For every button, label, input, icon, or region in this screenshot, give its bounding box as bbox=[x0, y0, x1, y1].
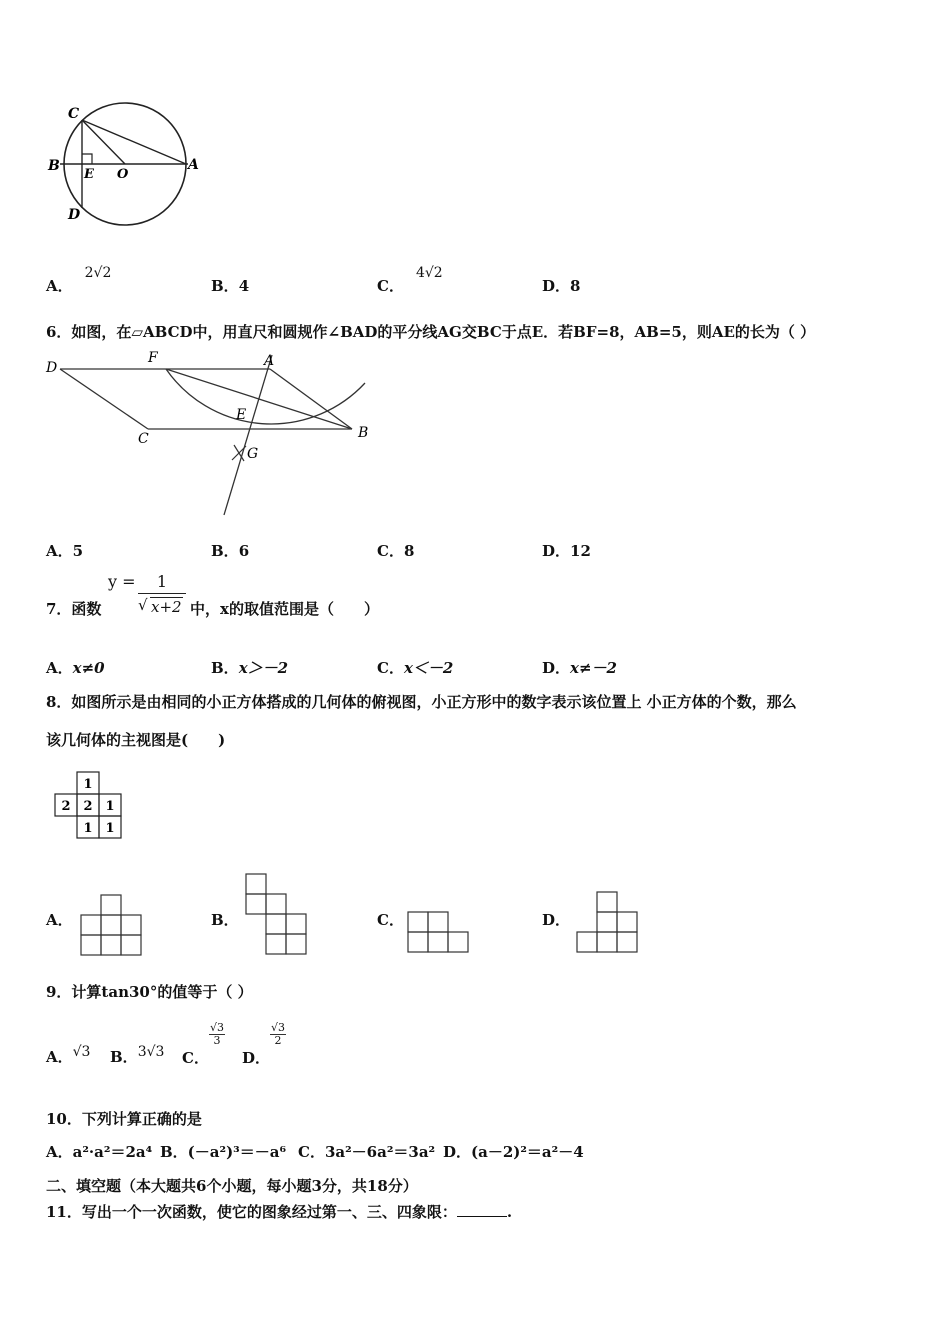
q8-top-view-grid bbox=[50, 768, 130, 842]
segment-co bbox=[82, 120, 125, 164]
q8-option-d[interactable]: D． bbox=[542, 911, 571, 929]
q8-option-b[interactable]: B． bbox=[211, 911, 239, 929]
q9-stem: 9．计算tan30°的值等于（ ） bbox=[46, 983, 253, 1001]
q7-option-d[interactable]: D．x≠－2 bbox=[542, 659, 617, 677]
q7-option-b[interactable]: B．x＞－2 bbox=[211, 659, 289, 677]
label-d: D bbox=[68, 207, 81, 223]
label-f: F bbox=[148, 350, 158, 366]
label-e: E bbox=[84, 167, 94, 182]
q9-d-fraction: $\frac{√3}{2}$ bbox=[271, 1021, 286, 1047]
grid-cell-1: 1 bbox=[83, 777, 93, 792]
q5-option-b[interactable]: B．4 bbox=[211, 277, 250, 295]
q7-suffix: 中，x的取值范围是（ ） bbox=[190, 600, 379, 618]
q11-answer-blank[interactable] bbox=[457, 1202, 507, 1217]
q7-option-a[interactable]: A．x≠0 bbox=[46, 659, 105, 677]
label-g: G bbox=[247, 446, 259, 462]
label-a: A bbox=[264, 353, 275, 369]
q7-formula-lhs: y = bbox=[108, 572, 136, 591]
q6-option-d[interactable]: D．12 bbox=[542, 542, 591, 560]
q5-option-d[interactable]: D．8 bbox=[542, 277, 581, 295]
q10-option-a[interactable]: A．a²·a²＝2a⁴ bbox=[46, 1143, 153, 1161]
q7-formula-denominator: x+2 bbox=[151, 598, 182, 616]
q10-option-d[interactable]: D．(a－2)²＝a²－4 bbox=[443, 1143, 584, 1161]
label-b: B bbox=[48, 158, 60, 174]
q5-option-c[interactable]: C．4√2 bbox=[377, 265, 443, 295]
q8-option-c-figure[interactable] bbox=[407, 910, 473, 956]
side-ab bbox=[270, 369, 352, 429]
arc-tick-2 bbox=[232, 446, 246, 460]
q7-formula-numerator: 1 bbox=[156, 572, 168, 591]
q7-option-c[interactable]: C．x＜－2 bbox=[377, 659, 454, 677]
q9-option-b[interactable]: B．3√3 bbox=[110, 1044, 165, 1066]
label-c: C bbox=[138, 431, 149, 447]
section-title: 二、填空题（本大题共6个小题，每小题3分，共18分） bbox=[46, 1177, 418, 1195]
q11-stem: 11．写出一个一次函数，使它的图象经过第一、三、四象限： . bbox=[46, 1203, 513, 1221]
q8-option-a[interactable]: A． bbox=[46, 911, 73, 929]
grid-cell-6: 1 bbox=[105, 821, 115, 836]
q7-fraction-bar bbox=[138, 593, 186, 594]
q8-stem-line1: 8．如图所示是由相同的小正方体搭成的几何体的俯视图，小正方形中的数字表示该位置上 小正方体的个数，那么 bbox=[46, 693, 797, 711]
q9-c-fraction: $\frac{√3}{3}$ bbox=[209, 1021, 224, 1047]
grid-cell-2: 2 bbox=[61, 799, 71, 814]
q6-parallelogram-figure bbox=[40, 345, 380, 520]
segment-ca bbox=[82, 120, 186, 164]
q8-stem-line2: 该几何体的主视图是( ) bbox=[46, 731, 226, 749]
label-c: C bbox=[68, 106, 80, 122]
grid-cell-3: 2 bbox=[83, 799, 93, 814]
right-angle-mark bbox=[82, 154, 92, 164]
label-b: B bbox=[358, 425, 369, 441]
q10-stem: 10．下列计算正确的是 bbox=[46, 1110, 202, 1128]
q10-option-b[interactable]: B．(－a²)³＝－a⁶ bbox=[160, 1143, 287, 1161]
side-dc bbox=[60, 369, 148, 429]
grid-cell-5: 1 bbox=[83, 821, 93, 836]
q8-option-d-figure[interactable] bbox=[576, 890, 642, 956]
grid-cell-4: 1 bbox=[105, 799, 115, 814]
q7-prefix: 7．函数 bbox=[46, 600, 102, 618]
q8-option-c[interactable]: C． bbox=[377, 911, 404, 929]
q6-option-a[interactable]: A．5 bbox=[46, 542, 84, 560]
q6-option-c[interactable]: C．8 bbox=[377, 542, 415, 560]
q9-option-c[interactable]: C． $\frac{√3}{3}$ bbox=[182, 1021, 224, 1067]
q10-option-c[interactable]: C．3a²－6a²＝3a² bbox=[298, 1143, 436, 1161]
label-d: D bbox=[46, 360, 58, 376]
q8-option-b-figure[interactable] bbox=[245, 872, 311, 958]
q6-option-b[interactable]: B．6 bbox=[211, 542, 250, 560]
q5-circle-figure bbox=[40, 95, 220, 230]
q8-option-a-figure[interactable] bbox=[80, 892, 146, 958]
q5-option-a[interactable]: A．2√2 bbox=[46, 265, 112, 295]
q9-option-d[interactable]: D． $\frac{√3}{2}$ bbox=[242, 1021, 286, 1067]
q9-option-a[interactable]: A．√3 bbox=[46, 1044, 91, 1066]
q6-stem: 6．如图，在▱ABCD中，用直尺和圆规作∠BAD的平分线AG交BC于点E．若BF=8，AB=5，则AE的长为（ ） bbox=[46, 323, 816, 341]
label-o: O bbox=[117, 167, 129, 182]
label-e: E bbox=[236, 407, 247, 423]
q7-sqrt-sign: √ bbox=[138, 596, 148, 614]
label-a: A bbox=[188, 157, 199, 173]
bisector-ag bbox=[224, 353, 275, 515]
